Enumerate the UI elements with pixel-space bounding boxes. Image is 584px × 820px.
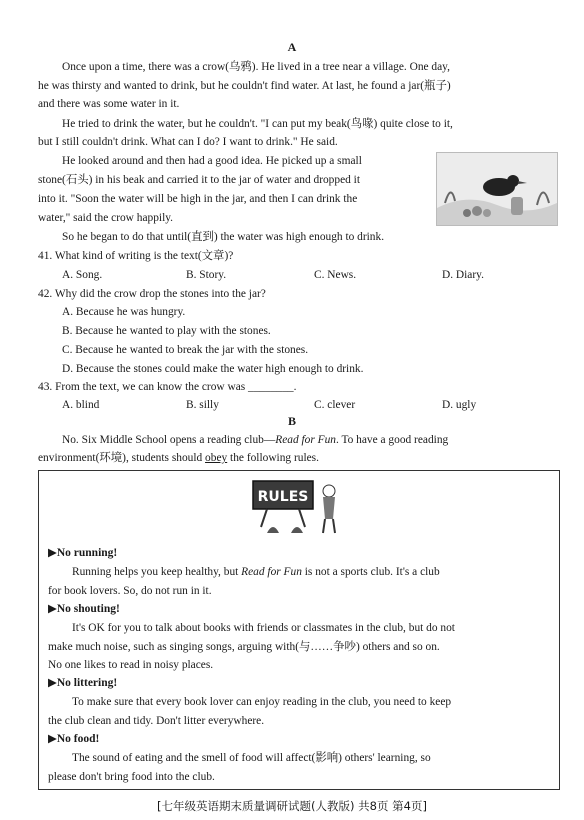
q42-option-c: C. Because he wanted to break the jar with the stones. [62, 344, 309, 356]
rule1-club-name: Read for Fun [241, 566, 302, 578]
para1-line1: Once upon a time, there was a crow(乌鸦). He lived in a tree near a village. One day, [62, 61, 450, 73]
rule2-line3: No one likes to read in noisy places. [48, 659, 214, 671]
rule3-line2: the club clean and tidy. Don't litter everywhere. [48, 715, 265, 727]
para1-line2: he was thirsty and wanted to drink, but he couldn't find water. At last, he found a jar(瓶子) [38, 80, 451, 92]
q43-option-b: B. silly [186, 399, 219, 411]
q41-stem: 41. What kind of writing is the text(文章)? [38, 250, 234, 262]
club-name: Read for Fun [275, 434, 336, 446]
para3-line1: He looked around and then had a good idea. He picked up a small [62, 155, 362, 167]
obey-word: obey [205, 452, 228, 464]
section-a-title: A [287, 40, 297, 54]
q41-option-a: A. Song. [62, 269, 103, 281]
q42-stem: 42. Why did the crow drop the stones into the jar? [38, 288, 266, 300]
rule4-line1: The sound of eating and the smell of food will affect(影响) others' learning, so [72, 752, 431, 764]
intro-line2 [38, 451, 319, 465]
para2-line2: but I still couldn't drink. What can I do? I want to drink." He said. [38, 136, 338, 148]
para2-line1: He tried to drink the water, but he couldn't. "I can put my beak(鸟喙) quite close to it, [62, 118, 453, 130]
q41-option-c: C. News. [314, 269, 357, 281]
section-b-title: B [287, 414, 296, 428]
para3-line3: into it. "Soon the water will be high in the jar, and then I can drink the [38, 193, 358, 205]
crow-illustration [436, 152, 558, 226]
para4: So he began to do that until(直到) the water was high enough to drink. [62, 231, 385, 243]
q43-option-d: D. ugly [442, 399, 477, 411]
q42-option-b: B. Because he wanted to play with the stones. [62, 325, 271, 337]
page-footer: [七年级英语期末质量调研试题(人教版) 共8页 第4页] [157, 799, 427, 813]
rule1-heading: ▶No running! [48, 547, 118, 559]
rule3-line1: To make sure that every book lover can enjoy reading in the club, you need to keep [72, 696, 452, 708]
rule4-line2: please don't bring food into the club. [48, 771, 215, 783]
rule4-heading: ▶No food! [48, 733, 100, 745]
rule3-heading: ▶No littering! [48, 677, 118, 689]
q43-option-a: A. blind [62, 399, 100, 411]
rules-sign-illustration [247, 477, 347, 537]
intro-line1-end: . To have a good reading [335, 434, 449, 446]
rule2-line1: It's OK for you to talk about books with friends or classmates in the club, but do not [72, 622, 455, 634]
para3-line4: water," said the crow happily. [38, 212, 174, 224]
para1-line3: and there was some water in it. [38, 98, 180, 110]
intro-line2-start: environment(环境), students should [38, 452, 206, 464]
intro-line2-end: the following rules. [227, 452, 319, 464]
rule1-line1 [72, 565, 440, 579]
rule1-line1-a: Running helps you keep healthy, but [72, 566, 242, 578]
rule1-line1-c: is not a sports club. It's a club [301, 566, 440, 578]
q43-stem: 43. From the text, we can know the crow was ________. [38, 381, 297, 393]
q41-option-d: D. Diary. [442, 269, 484, 281]
q41-option-b: B. Story. [186, 269, 227, 281]
para3-line2: stone(石头) in his beak and carried it to the jar of water and dropped it [38, 174, 360, 186]
q42-option-d: D. Because the stones could make the water high enough to drink. [62, 363, 364, 375]
intro-line1-start: No. Six Middle School opens a reading club— [62, 434, 276, 446]
intro-line1 [62, 433, 448, 447]
rule2-line2: make much noise, such as singing songs, arguing with(与……争吵) others and so on. [48, 641, 440, 653]
q42-option-a: A. Because he was hungry. [62, 306, 186, 318]
q43-option-c: C. clever [314, 399, 356, 411]
rule2-heading: ▶No shouting! [48, 603, 120, 615]
rule1-line2: for book lovers. So, do not run in it. [48, 585, 212, 597]
rules-sign-text: RULES [257, 489, 309, 505]
